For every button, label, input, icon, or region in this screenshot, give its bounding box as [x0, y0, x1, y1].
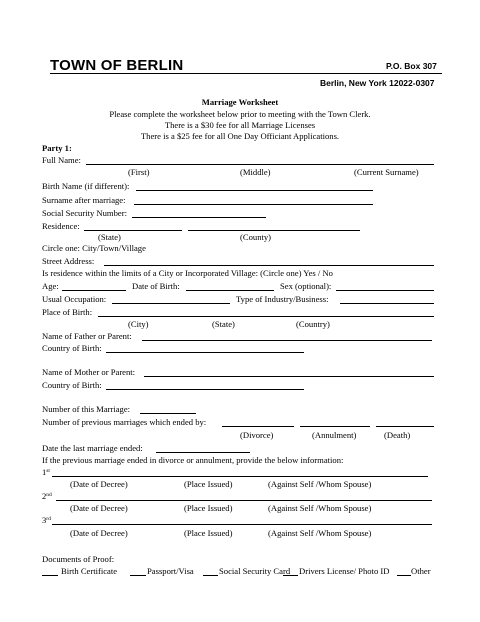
father-cob-label: Country of Birth: [42, 343, 102, 353]
party-heading: Party 1: [42, 143, 72, 153]
dob-line[interactable] [186, 290, 274, 291]
third-ordinal [42, 515, 51, 526]
city-caption: (City) [128, 319, 149, 329]
annulment-caption: (Annulment) [312, 430, 357, 440]
mother-cob-label: Country of Birth: [42, 380, 102, 390]
death-caption: (Death) [384, 430, 411, 440]
divorce-line[interactable] [222, 426, 294, 427]
passport-option: Passport/Visa [147, 566, 194, 576]
place-issued-caption-3: (Place Issued) [184, 528, 233, 538]
passport-blank[interactable] [130, 575, 146, 576]
country-caption: (Country) [296, 319, 330, 329]
full-name-label: Full Name: [42, 155, 81, 165]
father-line[interactable] [142, 340, 432, 341]
ordinal-number: 1 [42, 467, 47, 477]
prev-marriage-3-line[interactable] [52, 524, 432, 525]
town-title: TOWN OF BERLIN [50, 57, 184, 74]
street-line[interactable] [104, 265, 434, 266]
drivers-license-blank[interactable] [283, 575, 298, 576]
against-caption-2: (Against Self /Whom Spouse) [268, 503, 372, 513]
place-issued-caption-1: (Place Issued) [184, 479, 233, 489]
birth-name-label: Birth Name (if different): [42, 181, 130, 191]
county-caption: (County) [240, 232, 272, 242]
surname-after-label: Surname after marriage: [42, 195, 126, 205]
decree-caption-3: (Date of Decree) [70, 528, 128, 538]
num-marriage-line[interactable] [140, 413, 196, 414]
annulment-line[interactable] [300, 426, 370, 427]
divorce-caption: (Divorce) [240, 430, 274, 440]
mother-line[interactable] [144, 376, 434, 377]
ordinal-suffix: rd [46, 516, 51, 522]
ordinal-number: 2 [42, 491, 47, 501]
occupation-label: Usual Occupation: [42, 294, 107, 304]
surname-after-line[interactable] [134, 204, 373, 205]
second-ordinal [42, 491, 52, 502]
state-caption: (State) [98, 232, 121, 242]
residence-state-line[interactable] [84, 230, 182, 231]
po-box: P.O. Box 307 [386, 61, 437, 71]
sex-label: Sex (optional): [280, 281, 332, 291]
limits-question: Is residence within the limits of a City or Incorporated Village: (Circle one) Yes / No [42, 268, 333, 278]
prev-marriages-label: Number of previous marriages which ended by: [42, 417, 207, 427]
pob-label: Place of Birth: [42, 307, 93, 317]
industry-label: Type of Industry/Business: [236, 294, 329, 304]
first-caption: (First) [128, 167, 150, 177]
residence-county-line[interactable] [188, 230, 360, 231]
age-label: Age: [42, 281, 59, 291]
street-label: Street Address: [42, 256, 95, 266]
header-rule [50, 73, 442, 74]
ordinal-number: 3 [42, 515, 47, 525]
decree-caption-2: (Date of Decree) [70, 503, 128, 513]
death-line[interactable] [376, 426, 434, 427]
residence-label: Residence: [42, 221, 80, 231]
ssn-label: Social Security Number: [42, 208, 127, 218]
documents-label: Documents of Proof: [42, 554, 115, 564]
circle-one-label: Circle one: City/Town/Village [42, 243, 146, 253]
full-name-line[interactable] [86, 164, 434, 165]
birth-certificate-option: Birth Certificate [61, 566, 118, 576]
ordinal-suffix: st [46, 468, 50, 474]
worksheet-title: Marriage Worksheet [201, 97, 279, 107]
place-issued-caption-2: (Place Issued) [184, 503, 233, 513]
against-caption-3: (Against Self /Whom Spouse) [268, 528, 372, 538]
other-option: Other [411, 566, 431, 576]
other-blank[interactable] [397, 575, 411, 576]
current-surname-caption: (Current Surname) [354, 167, 419, 177]
first-ordinal [42, 467, 50, 478]
sex-line[interactable] [336, 290, 434, 291]
mother-label: Name of Mother or Parent: [42, 367, 136, 377]
social-security-card-option: Social Security Card [219, 566, 291, 576]
father-label: Name of Father or Parent: [42, 331, 132, 341]
ssn-line[interactable] [132, 217, 266, 218]
birth-certificate-blank[interactable] [42, 575, 58, 576]
decree-caption-1: (Date of Decree) [70, 479, 128, 489]
num-marriage-label: Number of this Marriage: [42, 404, 131, 414]
birth-name-line[interactable] [136, 190, 373, 191]
prev-marriage-2-line[interactable] [56, 500, 432, 501]
intro-line-3: There is a $25 fee for all One Day Officiant Applications. [140, 131, 340, 141]
middle-caption: (Middle) [240, 167, 271, 177]
town-address: Berlin, New York 12022-0307 [320, 78, 435, 88]
mother-cob-line[interactable] [106, 389, 304, 390]
if-previous-text: If the previous marriage ended in divorce or annulment, provide the below information: [42, 455, 344, 465]
pob-line[interactable] [98, 316, 434, 317]
industry-line[interactable] [340, 303, 434, 304]
last-ended-line[interactable] [156, 452, 250, 453]
social-security-card-blank[interactable] [203, 575, 218, 576]
drivers-license-option: Drivers License/ Photo ID [299, 566, 390, 576]
occupation-line[interactable] [112, 303, 230, 304]
age-line[interactable] [62, 290, 126, 291]
father-cob-line[interactable] [106, 352, 304, 353]
last-ended-label: Date the last marriage ended: [42, 443, 143, 453]
intro-line-1: Please complete the worksheet below prior to meeting with the Town Clerk. [109, 109, 371, 119]
against-caption-1: (Against Self /Whom Spouse) [268, 479, 372, 489]
ordinal-suffix: nd [46, 492, 52, 498]
intro-line-2: There is a $30 fee for all Marriage Licenses [164, 120, 316, 130]
prev-marriage-1-line[interactable] [52, 476, 428, 477]
dob-label: Date of Birth: [132, 281, 180, 291]
pob-state-caption: (State) [212, 319, 235, 329]
